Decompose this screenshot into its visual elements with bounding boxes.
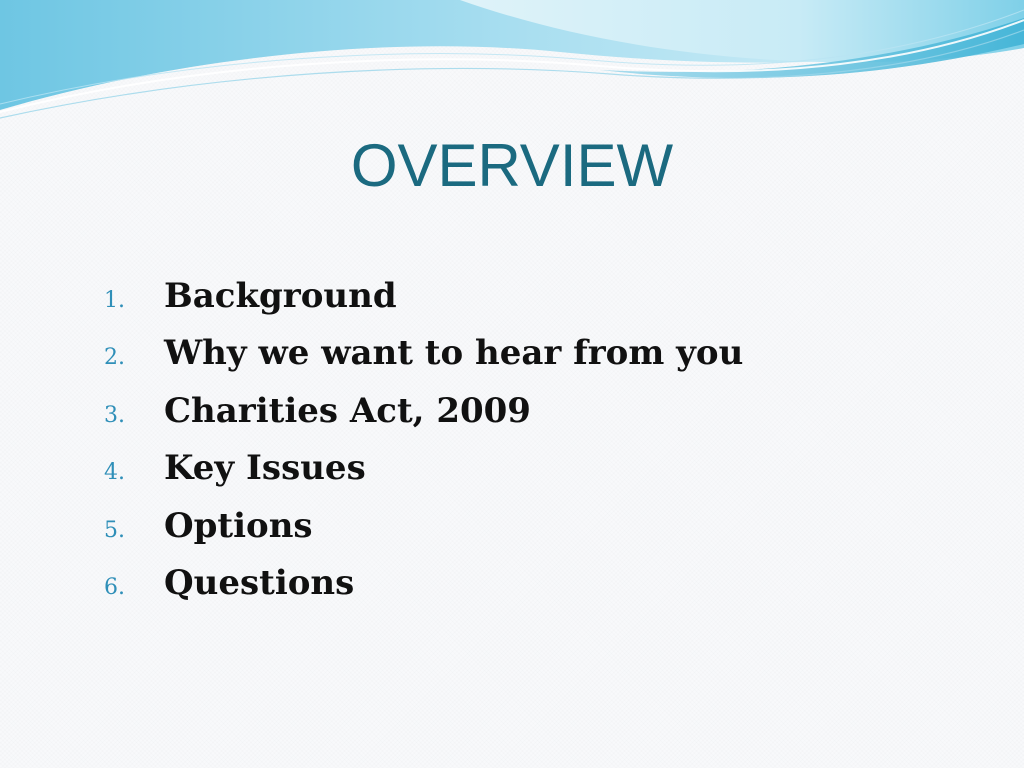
agenda-list [104, 276, 743, 620]
list-item [104, 563, 743, 620]
item-number: 3. [104, 402, 125, 428]
header-wave-decoration [0, 0, 1024, 130]
item-label: Why we want to hear from you [164, 333, 744, 374]
list-item [104, 506, 743, 563]
item-number: 1. [104, 288, 125, 313]
item-number: 6. [104, 574, 125, 600]
item-number: 2. [104, 345, 125, 371]
item-label: Background [164, 276, 397, 316]
list-item [104, 276, 743, 333]
item-label: Options [164, 505, 313, 546]
item-number: 5. [104, 517, 125, 543]
list-item [104, 391, 743, 448]
list-item [104, 333, 743, 390]
list-item [104, 448, 743, 505]
item-label: Questions [164, 562, 355, 603]
item-label: Charities Act, 2009 [164, 390, 531, 431]
item-number: 4. [104, 460, 125, 486]
slide-title: OVERVIEW [350, 132, 674, 199]
item-label: Key Issues [164, 448, 366, 489]
